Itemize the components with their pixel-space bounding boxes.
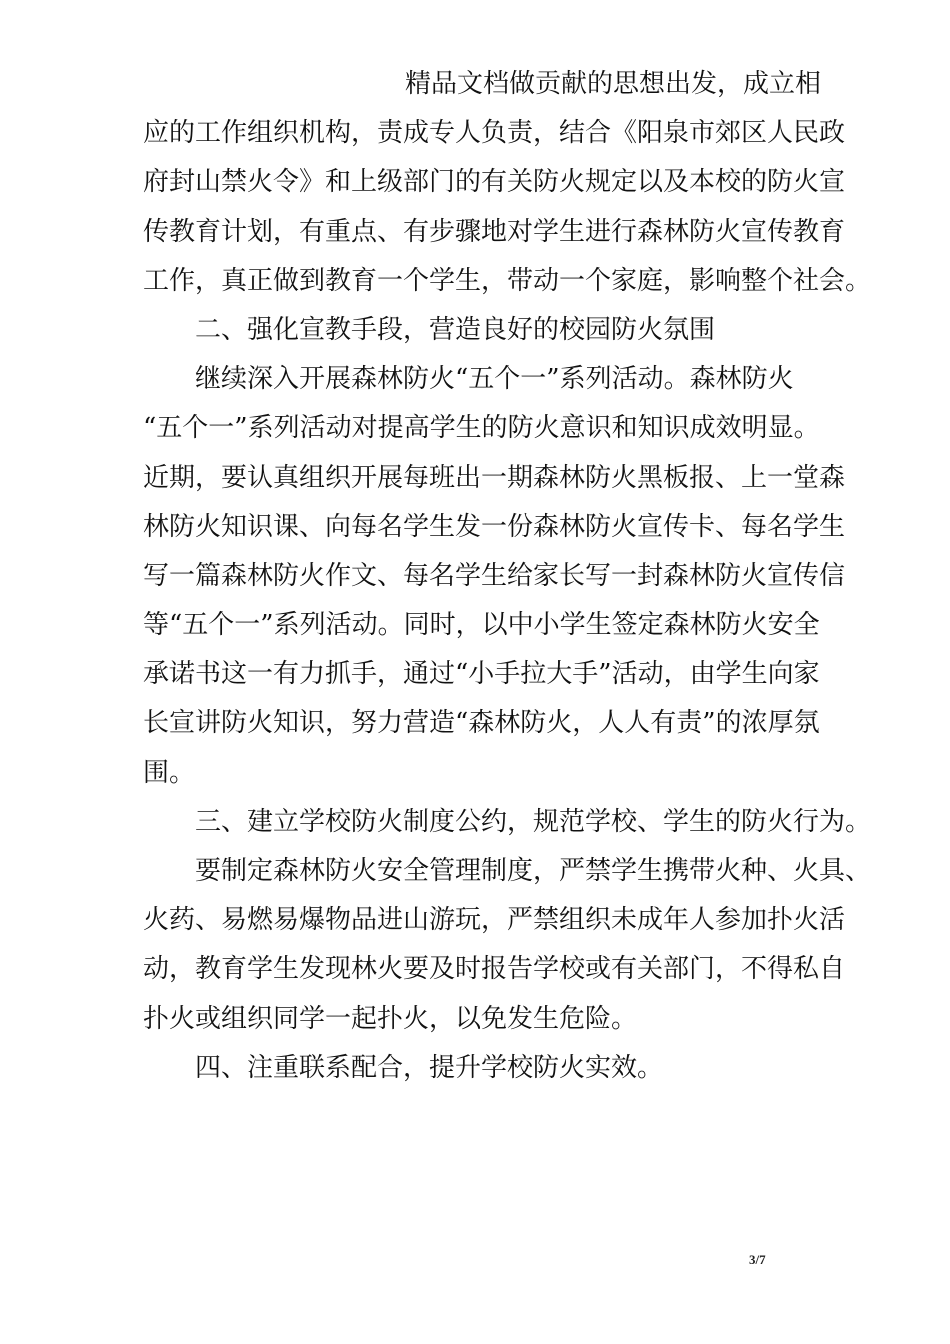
text-line: 承诺书这一有力抓手，通过“小手拉大手”活动，由学生向家 <box>143 659 820 690</box>
text-line: 府封山禁火令》和上级部门的有关防火规定以及本校的防火宣 <box>143 167 846 198</box>
body-text <box>143 60 872 1093</box>
text-line: 继续深入开展森林防火“五个一”系列活动。森林防火 <box>195 364 794 395</box>
page-number: 3/7 <box>749 1252 766 1267</box>
text-line: 等“五个一”系列活动。同时，以中小学生签定森林防火安全 <box>143 610 820 641</box>
text-line: 围。 <box>143 757 196 788</box>
text-line: 长宣讲防火知识，努力营造“森林防火，人人有责”的浓厚氛 <box>143 708 820 739</box>
text-line: 火药、易燃易爆物品进山游玩，严禁组织未成年人参加扑火活 <box>143 905 846 936</box>
section-heading-3: 三、建立学校防火制度公约，规范学校、学生的防火行为。 <box>195 806 872 837</box>
text-line: 写一篇森林防火作文、每名学生给家长写一封森林防火宣传信 <box>143 560 846 591</box>
text-line: 要制定森林防火安全管理制度，严禁学生携带火种、火具、 <box>195 856 872 886</box>
section-heading-2: 二、强化宣教手段，营造良好的校园防火氛围 <box>195 314 716 345</box>
text-line: 林防火知识课、向每名学生发一份森林防火宣传卡、每名学生 <box>143 511 846 542</box>
text-line: 近期，要认真组织开展每班出一期森林防火黑板报、上一堂森 <box>143 462 846 493</box>
text-line: 应的工作组织机构，责成专人负责，结合《阳泉市郊区人民政 <box>143 118 846 149</box>
text-line: 工作，真正做到教育一个学生，带动一个家庭，影响整个社会。 <box>143 265 872 296</box>
text-line: 精品文档做贡献的思想出发，成立相 <box>405 69 822 99</box>
text-line: 扑火或组织同学一起扑火，以免发生危险。 <box>143 1003 638 1034</box>
text-line: 传教育计划，有重点、有步骤地对学生进行森林防火宣传教育 <box>143 216 846 247</box>
text-line: 动，教育学生发现林火要及时报告学校或有关部门，不得私自 <box>143 954 846 985</box>
text-line: “五个一”系列活动对提高学生的防火意识和知识成效明显。 <box>143 413 820 444</box>
section-heading-4: 四、注重联系配合，提升学校防火实效。 <box>195 1052 664 1083</box>
